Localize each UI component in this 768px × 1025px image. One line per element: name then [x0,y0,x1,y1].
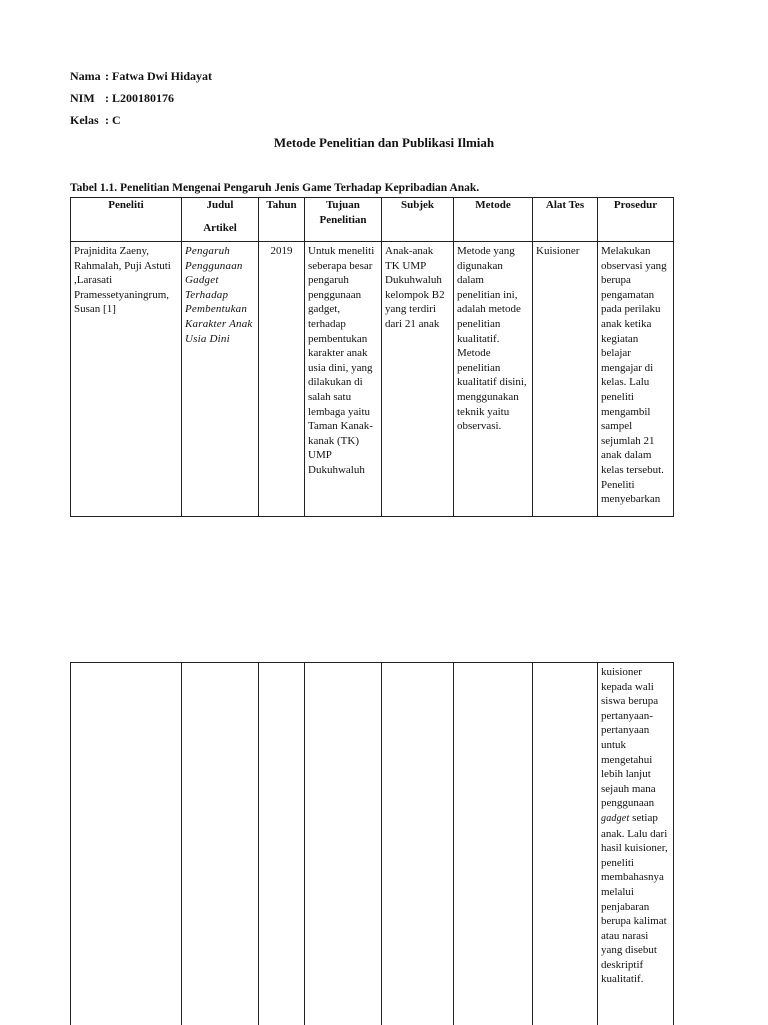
cell-tujuan-empty [305,663,382,1025]
table-row [71,242,674,517]
cell-peneliti-empty [71,663,182,1025]
table-caption: Tabel 1.1. Penelitian Mengenai Pengaruh Jenis Game Terhadap Kepribadian Anak. [70,182,480,194]
nim-value: : L200180176 [105,91,174,105]
kelas-value: : C [105,113,121,127]
header-alat-tes: Alat Tes [533,198,598,242]
header-metode: Metode [454,198,533,242]
header-nama [70,69,212,83]
header-judul [182,198,259,242]
header-subjek: Subjek [382,198,454,242]
cell-alat-tes: Kuisioner [533,242,598,517]
header-tahun: Tahun [259,198,305,242]
nim-label: NIM [70,91,95,105]
table-row-continued [71,663,674,1025]
cell-tahun-empty [259,663,305,1025]
header-judul-line2: Artikel [203,221,237,234]
nama-value: : Fatwa Dwi Hidayat [105,69,212,83]
cell-alat-tes-empty [533,663,598,1025]
cell-peneliti: Prajnidita Zaeny, Rahmalah, Puji Astuti ,Larasati Pramessetyaningrum, Susan [1] [71,242,182,517]
cell-prosedur-continued [598,663,674,1025]
cell-tahun: 2019 [259,242,305,517]
header-tujuan: Tujuan Penelitian [305,198,382,242]
header-judul-line1: Judul [206,199,234,211]
cell-prosedur: Melakukan observasi yang berupa pengamatan pada perilaku anak ketika kegiatan belajar mengajar di kelas. Lalu peneliti mengambil sampel sejumlah 21 anak dalam kelas tersebut. Peneliti menyebarkan [598,242,674,517]
cell-judul: Pengaruh Penggunaan Gadget Terhadap Pembentukan Karakter Anak Usia Dini [182,242,259,517]
nama-label: Nama [70,69,101,83]
cell-subjek-empty [382,663,454,1025]
cell-judul-empty [182,663,259,1025]
research-table [70,197,674,517]
header-nim [70,91,174,105]
header-prosedur: Prosedur [598,198,674,242]
cell-subjek: Anak-anak TK UMP Dukuhwaluh kelompok B2 yang terdiri dari 21 anak [382,242,454,517]
cell-metode-empty [454,663,533,1025]
cell-tujuan: Untuk meneliti seberapa besar pengaruh penggunaan gadget, terhadap pembentukan karakter anak usia dini, yang dilakukan di salah satu lembaga yaitu Taman Kanak-kanak (TK) UMP Dukuhwaluh [305,242,382,517]
header-kelas [70,113,121,127]
prosedur-text-part1: kuisioner kepada wali siswa berupa pertanyaan-pertanyaan untuk mengetahui lebih lanjut sejauh mana penggunaan [601,666,659,810]
document-title: Metode Penelitian dan Publikasi Ilmiah [273,135,495,150]
prosedur-text-italic: gadget [601,812,630,824]
prosedur-text-part2: setiap anak. Lalu dari hasil kuisioner, peneliti membahasnya melalui penjabaran berupa kalimat atau narasi yang disebut deskriptif kualitatif. [601,811,668,986]
research-table-continued [70,662,674,1025]
table-header-row [71,198,674,242]
header-peneliti: Peneliti [71,198,182,242]
cell-metode: Metode yang digunakan dalam penelitian ini, adalah metode penelitian kualitatif. Metode penelitian kualitatif disini, menggunakan teknik yaitu observasi. [454,242,533,517]
kelas-label: Kelas [70,113,99,127]
